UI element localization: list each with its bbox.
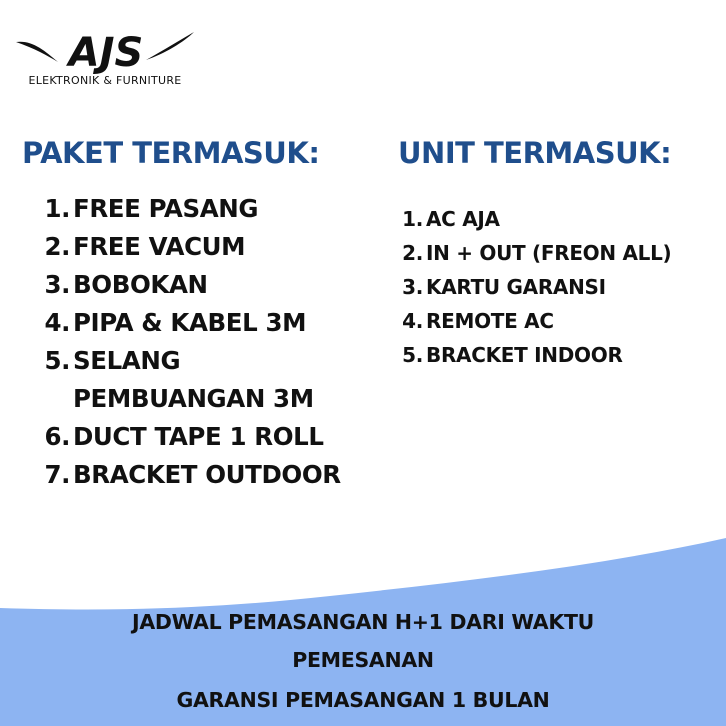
list-item	[395, 338, 671, 372]
list-item	[36, 304, 341, 342]
item-number: 6.	[44, 422, 70, 451]
list-item	[395, 202, 671, 236]
item-number-blank	[36, 380, 73, 418]
item-text: FREE PASANG	[73, 194, 259, 223]
item-text: AC AJA	[426, 207, 500, 231]
footer-line-1: JADWAL PEMASANGAN H+1 DARI WAKTU	[132, 610, 594, 634]
item-text: BRACKET INDOOR	[426, 343, 623, 367]
item-number: 7.	[44, 460, 70, 489]
item-number: 4.	[402, 309, 423, 333]
item-number: 1.	[402, 207, 423, 231]
item-number: 5.	[44, 346, 70, 375]
item-number: 3.	[402, 275, 423, 299]
list-item	[36, 342, 341, 380]
list-item-continuation	[36, 380, 341, 418]
item-text: PEMBUANGAN 3M	[73, 384, 314, 413]
list-item	[36, 266, 341, 304]
logo-horns-icon	[14, 28, 196, 74]
item-text: BOBOKAN	[73, 270, 208, 299]
logo-brand-text: AJS	[68, 30, 144, 74]
logo-subtitle: ELEKTRONIK & FURNITURE	[28, 74, 182, 87]
item-text: DUCT TAPE 1 ROLL	[73, 422, 324, 451]
footer-line-3: GARANSI PEMASANGAN 1 BULAN	[176, 688, 550, 712]
item-text: BRACKET OUTDOOR	[73, 460, 341, 489]
paket-list	[36, 190, 341, 494]
list-item	[36, 190, 341, 228]
item-text: FREE VACUM	[73, 232, 246, 261]
list-item	[36, 418, 341, 456]
item-text: PIPA & KABEL 3M	[73, 308, 307, 337]
item-number: 4.	[44, 308, 70, 337]
item-text: REMOTE AC	[426, 309, 554, 333]
list-item	[395, 304, 671, 338]
list-item	[395, 270, 671, 304]
item-number: 2.	[402, 241, 423, 265]
list-item	[36, 456, 341, 494]
item-text: KARTU GARANSI	[426, 275, 606, 299]
item-text: SELANG	[73, 346, 181, 375]
item-number: 5.	[402, 343, 423, 367]
item-number: 2.	[44, 232, 70, 261]
footer-line-2: PEMESANAN	[292, 648, 434, 672]
list-item	[36, 228, 341, 266]
item-number: 1.	[44, 194, 70, 223]
unit-list	[395, 202, 671, 372]
list-item	[395, 236, 671, 270]
brand-logo	[14, 28, 196, 90]
unit-heading: UNIT TERMASUK:	[398, 136, 672, 170]
item-number: 3.	[44, 270, 70, 299]
paket-heading: PAKET TERMASUK:	[22, 136, 320, 170]
item-text: IN + OUT (FREON ALL)	[426, 241, 672, 265]
